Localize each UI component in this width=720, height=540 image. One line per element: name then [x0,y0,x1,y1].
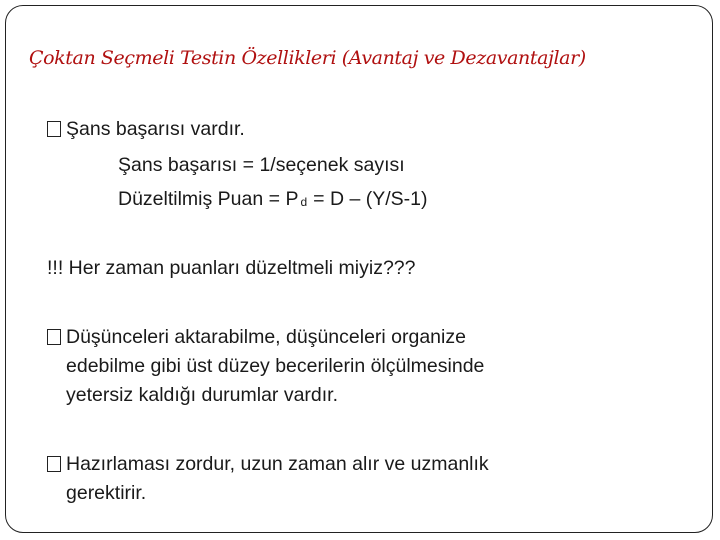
bullet-item-1 [47,120,245,140]
bullet-item-3-line-2: gerektirir. [66,482,147,504]
bullet-item-3 [47,455,489,475]
formula-subscript: d [300,195,308,209]
slide-title: Çoktan Seçmeli Testin Özellikleri (Avantaj ve Dezavantajlar) [29,47,586,69]
square-bullet-icon [47,329,61,345]
formula-right: = D – (Y/S-1) [313,188,428,210]
sub-item-1: Şans başarısı = 1/seçenek sayısı [118,154,405,176]
square-bullet-icon [47,456,61,472]
bullet-item-3-line-1: Hazırlaması zordur, uzun zaman alır ve uzmanlık [66,453,489,475]
bullet-item-2 [47,328,466,348]
square-bullet-icon [47,121,61,137]
formula-left: Düzeltilmiş Puan = P [118,188,299,210]
bullet-item-2-line-1: Düşünceleri aktarabilme, düşünceleri organize [66,326,466,348]
note-text: !!! Her zaman puanları düzeltmeli miyiz??? [47,257,416,279]
bullet-item-2-line-3: yetersiz kaldığı durumlar vardır. [66,384,339,406]
sub-item-2 [118,190,427,210]
bullet-item-1-text: Şans başarısı vardır. [66,118,245,140]
bullet-item-2-line-2: edebilme gibi üst düzey becerilerin ölçülmesinde [66,355,485,377]
